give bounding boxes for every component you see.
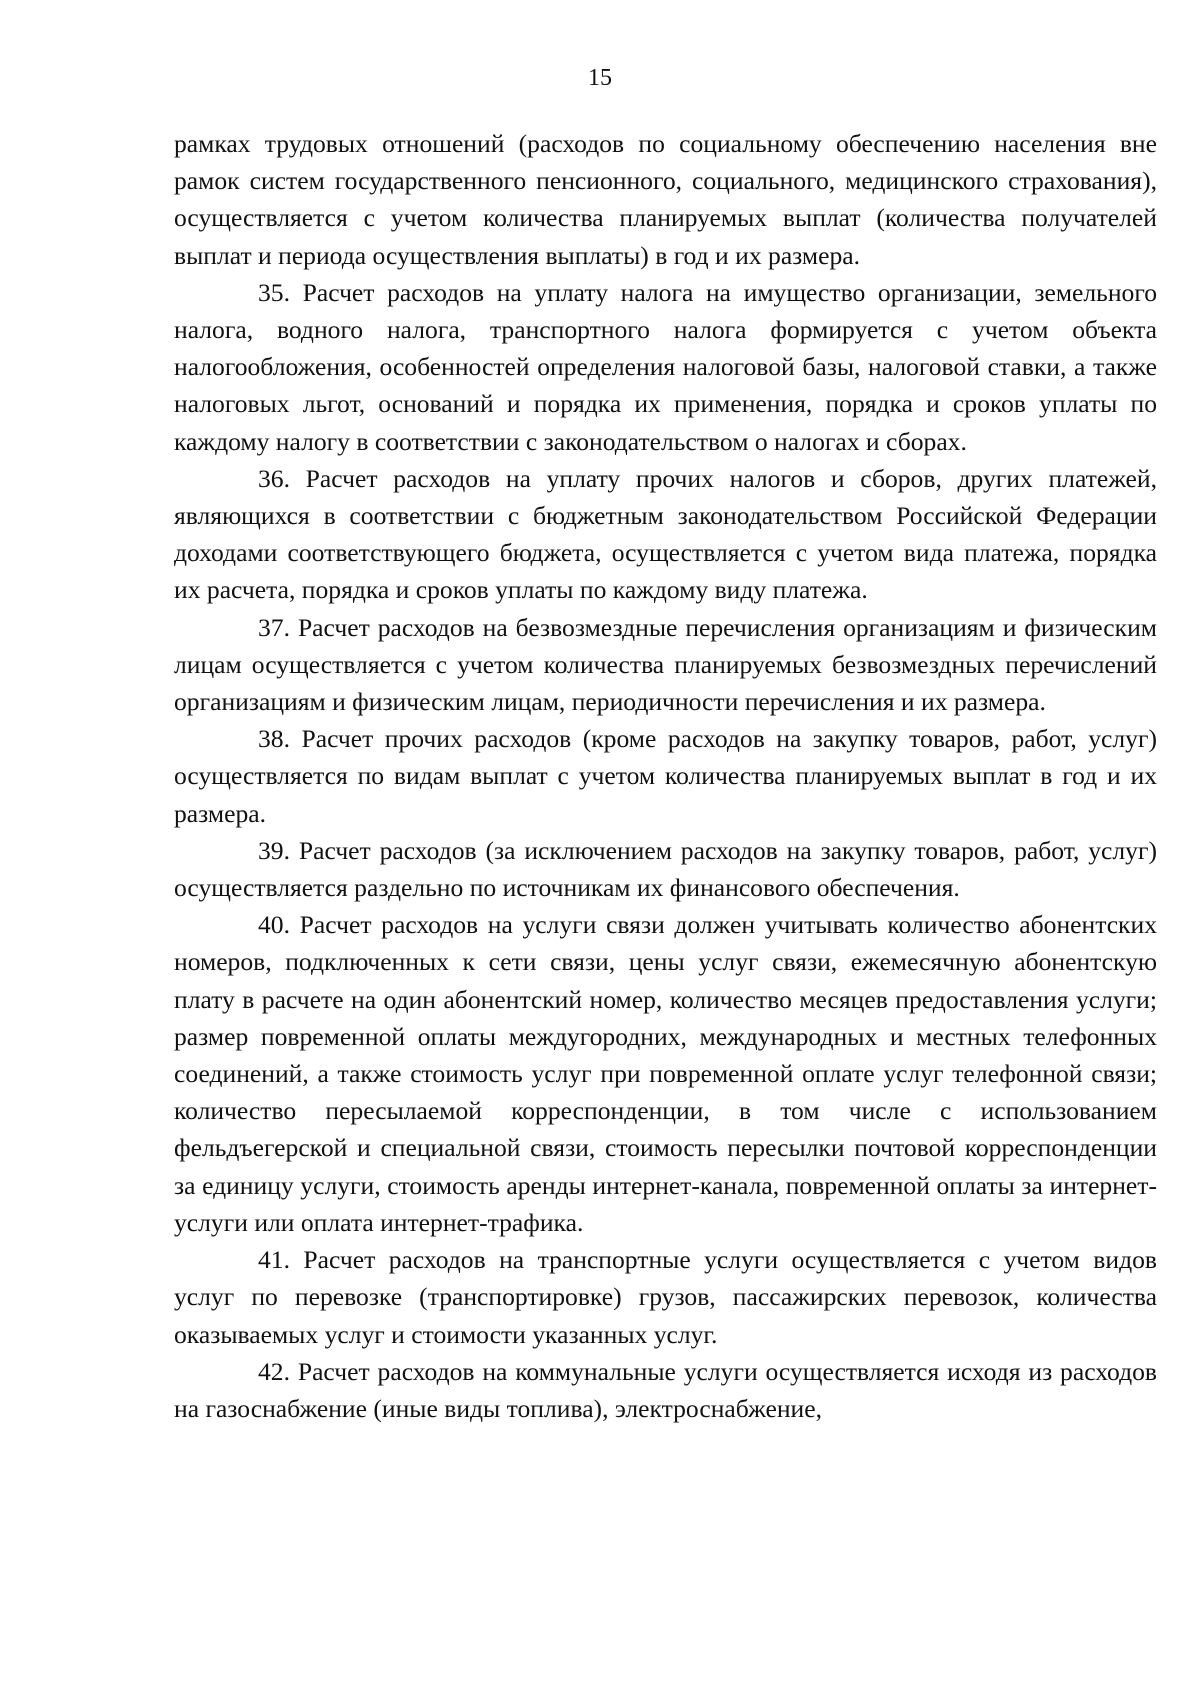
paragraph-42: 42. Расчет расходов на коммунальные услуги осуществляется исходя из расходов на газоснабжение (иные виды топлива), электроснабжение, xyxy=(174,1356,1157,1423)
paragraph-40: 40. Расчет расходов на услуги связи должен учитывать количество абонентских номеров, подключенных к сети связи, цены услуг связи, ежемесячную абонентскую плату в расчете на один абонентский номер, количество месяцев предоставления услуги; размер повременной оплаты междугородних, международных и местных телефонных соединений, а также стоимость услуг при повременной оплате услуг телефонной связи; количество пересылаемой корреспонденции, в том числе с использованием фельдъегерской и специальной связи, стоимость пересылки почтовой корреспонденции за единицу услуги, стоимость аренды интернет-канала, повременной оплаты за интернет-услуги или оплата интернет-трафика. xyxy=(174,910,1157,1237)
document-body xyxy=(174,125,1157,1427)
paragraph-35: 35. Расчет расходов на уплату налога на имущество организации, земельного налога, водного налога, транспортного налога формируется с учетом объекта налогообложения, особенностей определения налоговой базы, налоговой ставки, а также налоговых льгот, оснований и порядка их применения, порядка и сроков уплаты по каждому налогу в соответствии с законодательством о налогах и сборах. xyxy=(174,277,1157,456)
paragraph-38: 38. Расчет прочих расходов (кроме расходов на закупку товаров, работ, услуг) осуществляется по видам выплат с учетом количества планируемых выплат в год и их размера. xyxy=(174,724,1157,828)
paragraph-continuation: рамках трудовых отношений (расходов по социальному обеспечению населения вне рамок систем государственного пенсионного, социального, медицинского страхования), осуществляется с учетом количества планируемых выплат (количества получателей выплат и периода осуществления выплаты) в год и их размера. xyxy=(174,129,1157,270)
page-number: 15 xyxy=(588,65,612,91)
paragraph-36: 36. Расчет расходов на уплату прочих налогов и сборов, других платежей, являющихся в соответствии с бюджетным законодательством Российской Федерации доходами соответствующего бюджета, осуществляется с учетом вида платежа, порядка их расчета, порядка и сроков уплаты по каждому виду платежа. xyxy=(174,463,1157,605)
paragraph-39: 39. Расчет расходов (за исключением расходов на закупку товаров, работ, услуг) осуществляется раздельно по источникам их финансового обеспечения. xyxy=(174,835,1157,903)
paragraph-37: 37. Расчет расходов на безвозмездные перечисления организациям и физическим лицам осуществляется с учетом количества планируемых безвозмездных перечислений организациям и физическим лицам, периодичности перечисления и их размера. xyxy=(174,612,1157,717)
paragraph-41: 41. Расчет расходов на транспортные услуги осуществляется с учетом видов услуг по перевозке (транспортировке) грузов, пассажирских перевозок, количества оказываемых услуг и стоимости указанных услуг. xyxy=(174,1245,1157,1349)
